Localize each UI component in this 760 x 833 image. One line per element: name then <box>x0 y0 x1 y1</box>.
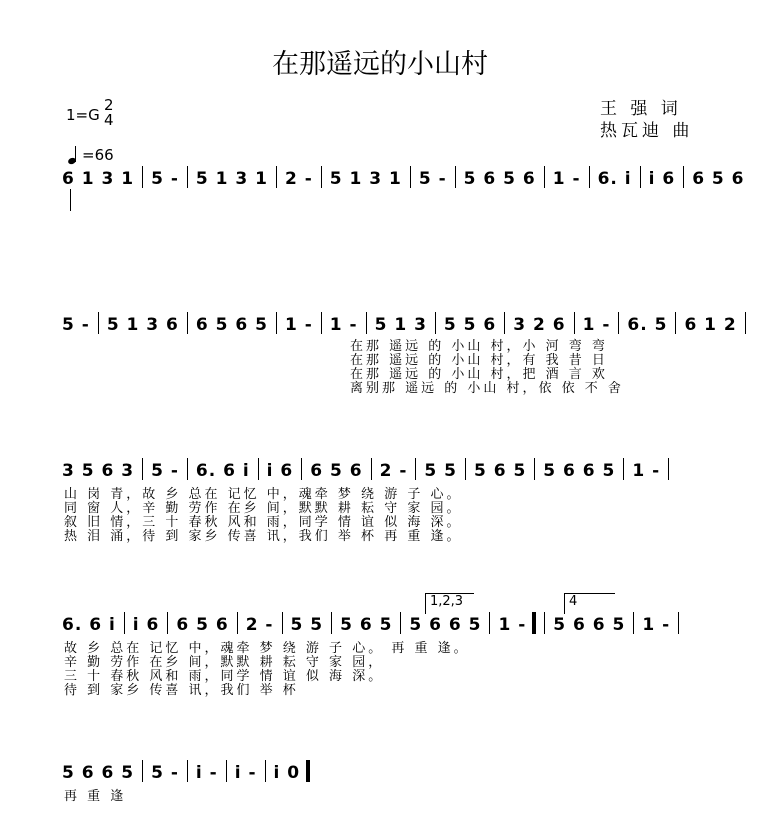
measure: 1 - <box>284 315 313 335</box>
measure: 6 5 6 <box>692 169 745 189</box>
lyrics-verse-1: 在那 遥远 的 小山 村，小 河 弯 弯 <box>350 339 608 354</box>
volta-second-ending: 4 <box>564 593 615 614</box>
score-row-2 <box>62 312 754 335</box>
barline <box>124 612 125 634</box>
measure: 6 1 3 1 <box>62 169 135 189</box>
barline <box>301 458 302 480</box>
measure: 6. 6 i <box>195 461 250 481</box>
barline <box>489 612 490 634</box>
measure: 5 5 <box>290 615 324 635</box>
score-row-1 <box>62 166 760 212</box>
measure: 5 5 <box>424 461 457 481</box>
barline <box>142 166 143 188</box>
measure: i - <box>234 763 257 783</box>
barline <box>366 312 367 334</box>
song-title: 在那遥远的小山村 <box>272 49 488 80</box>
measure: 5 - <box>151 763 179 783</box>
barline <box>504 312 505 334</box>
barline <box>675 312 676 334</box>
measure: 6. i <box>597 169 632 189</box>
barline <box>623 458 624 480</box>
lyrics-verse-2: 在那 遥远 的 小山 村，有 我 昔 日 <box>350 353 608 368</box>
barline <box>534 458 535 480</box>
lyrics-verse-2: 同 窗 人，辛 勤 劳作 在乡 间，默默 耕 耘 守 家 园。 <box>64 501 463 516</box>
barline <box>142 458 143 480</box>
barline <box>455 166 456 188</box>
final-barline <box>306 760 310 782</box>
lyrics-verse-1: 故 乡 总在 记忆 中，魂牵 梦 绕 游 子 心。 再 重 逢。 <box>64 641 470 656</box>
lyrics-verse-4: 热 泪 涌，待 到 家乡 传喜 讯，我们 举 杯 再 重 逢。 <box>64 529 463 544</box>
barline <box>589 166 590 188</box>
time-sig-top: 2 <box>104 96 114 114</box>
measure: i - <box>195 763 218 783</box>
lyrics-verse-1: 山 岗 青，故 乡 总在 记忆 中，魂牵 梦 绕 游 子 心。 <box>64 487 463 502</box>
barline <box>265 760 266 782</box>
key-signature: 1=G <box>66 106 100 124</box>
barline <box>237 612 238 634</box>
measure: 5 - <box>151 169 179 189</box>
measure: 5 1 3 1 <box>195 169 268 189</box>
barline <box>187 166 188 188</box>
tempo-marking <box>68 146 114 164</box>
barline <box>70 189 71 211</box>
lyrics-ending: 再 重 逢 <box>64 789 127 804</box>
lyrics-block-row-4 <box>64 642 470 698</box>
barline <box>226 760 227 782</box>
barline <box>321 166 322 188</box>
measure: 5 1 3 1 <box>329 169 402 189</box>
lyrics-verse-3: 在那 遥远 的 小山 村，把 酒 言 欢 <box>350 367 608 382</box>
barline <box>321 312 322 334</box>
barline <box>276 166 277 188</box>
tempo-value: =66 <box>82 146 114 164</box>
barline <box>410 166 411 188</box>
lyrics-verse-3: 三 十 春秋 风和 雨，同学 情 谊 似 海 深。 <box>64 669 385 684</box>
barline <box>465 458 466 480</box>
measure: 5 6 6 5 <box>409 615 482 635</box>
barline <box>371 458 372 480</box>
barline <box>98 312 99 334</box>
measure: 6. 5 <box>627 315 668 335</box>
measure: 6. 6 i <box>62 615 116 635</box>
lyrics-verse-3: 叙 旧 情，三 十 春秋 风和 雨，同学 情 谊 似 海 深。 <box>64 515 463 530</box>
barline <box>187 312 188 334</box>
volta-first-ending: 1,2,3 <box>425 593 474 614</box>
barline <box>142 760 143 782</box>
measure: 6 5 6 5 <box>195 315 268 335</box>
measure: 6 1 2 <box>684 315 737 335</box>
measure: 2 - <box>284 169 313 189</box>
score-row-3 <box>62 458 677 481</box>
measure: 5 6 6 5 <box>62 763 135 783</box>
barline <box>331 612 332 634</box>
measure: 5 1 3 <box>374 315 427 335</box>
measure: 6 5 6 <box>310 461 363 481</box>
lyrics-verse-4: 离别那 遥远 的 小山 村，依 依 不 舍 <box>350 381 624 396</box>
lyrics-verse-2: 辛 勤 劳作 在乡 间，默默 耕 耘 守 家 园， <box>64 655 385 670</box>
barline <box>544 166 545 188</box>
barline <box>435 312 436 334</box>
barline <box>415 458 416 480</box>
lyrics-block-row-2 <box>350 340 624 396</box>
measure: 5 6 5 6 <box>463 169 536 189</box>
measure: 5 5 6 <box>443 315 497 335</box>
barline <box>678 612 679 634</box>
barline <box>745 312 746 334</box>
measure: 1 - <box>642 615 671 635</box>
barline <box>544 612 545 634</box>
score-row-5 <box>62 760 310 783</box>
measure: 1 - <box>632 461 661 481</box>
measure: 5 6 6 5 <box>553 615 626 635</box>
measure: 2 - <box>379 461 408 481</box>
credits <box>600 98 693 142</box>
measure: 1 - <box>552 169 581 189</box>
measure: 1 - <box>329 315 358 335</box>
measure: i 6 <box>132 615 160 635</box>
quarter-note-icon <box>68 146 82 164</box>
barline <box>633 612 634 634</box>
barline <box>167 612 168 634</box>
measure: 5 6 6 5 <box>543 461 616 481</box>
repeat-barline <box>532 612 536 634</box>
barline <box>258 458 259 480</box>
measure: i 6 <box>648 169 676 189</box>
measure: 2 - <box>245 615 274 635</box>
lyrics-block-row-3 <box>64 488 462 544</box>
lyricist: 王 强 词 <box>600 99 682 119</box>
score-row-4 <box>62 612 687 635</box>
barline <box>574 312 575 334</box>
barline <box>618 312 619 334</box>
measure: 3 2 6 <box>513 315 566 335</box>
measure: 5 6 5 <box>473 461 527 481</box>
measure: 1 - <box>582 315 611 335</box>
barline <box>282 612 283 634</box>
measure: 5 6 5 <box>340 615 393 635</box>
barline <box>187 458 188 480</box>
time-signature <box>104 98 114 128</box>
measure: 5 - <box>151 461 179 481</box>
measure: 5 1 3 6 <box>106 315 179 335</box>
measure: i 0 <box>273 763 301 783</box>
barline <box>400 612 401 634</box>
time-sig-bottom: 4 <box>104 111 114 129</box>
measure: 6 5 6 <box>176 615 229 635</box>
barline <box>683 166 684 188</box>
barline <box>640 166 641 188</box>
measure: 5 - <box>62 315 90 335</box>
measure: 1 - <box>498 615 527 635</box>
composer: 热瓦迪 曲 <box>600 121 694 141</box>
lyrics-block-row-5 <box>64 790 126 804</box>
measure: i 6 <box>266 461 294 481</box>
barline <box>668 458 669 480</box>
lyrics-verse-4: 待 到 家乡 传喜 讯，我们 举 杯 <box>64 683 299 698</box>
measure: 5 - <box>418 169 447 189</box>
barline <box>187 760 188 782</box>
barline <box>276 312 277 334</box>
measure: 3 5 6 3 <box>62 461 135 481</box>
